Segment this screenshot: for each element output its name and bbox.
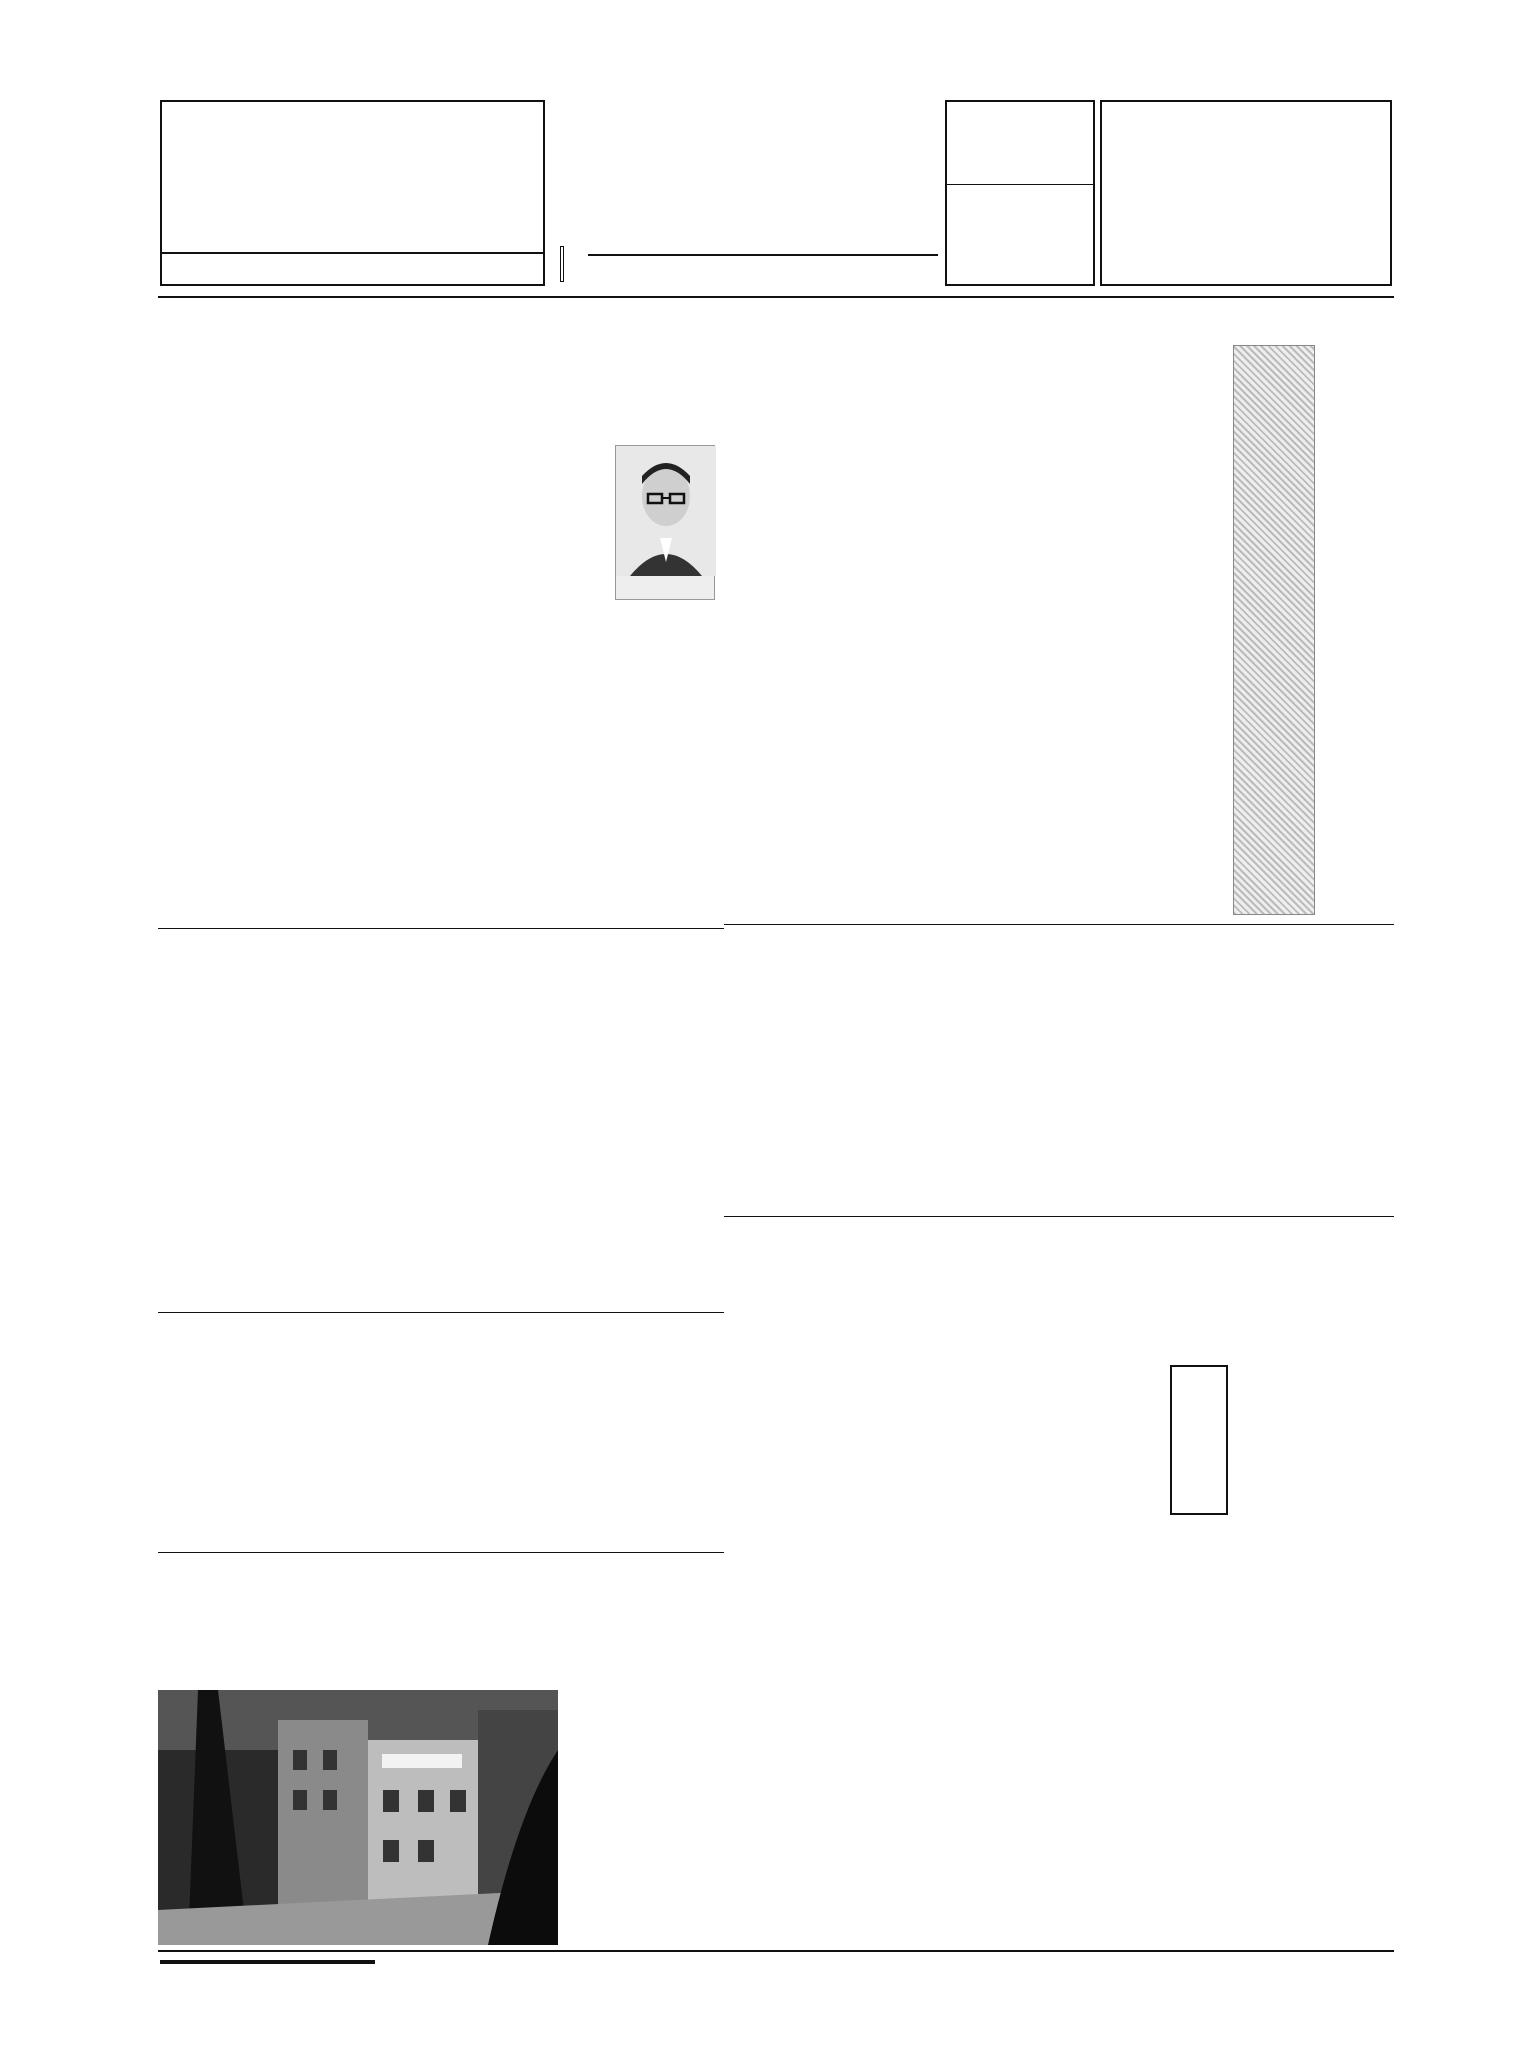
- article1-body4: [1260, 930, 1390, 1210]
- masthead: [550, 96, 940, 296]
- publisher-box: [945, 100, 1095, 286]
- kyukan-label: [560, 246, 564, 282]
- article2-body: [160, 305, 400, 925]
- article1-headline2-band: [1233, 345, 1315, 915]
- article1-body3: [730, 690, 1110, 920]
- publish-box: [1170, 1365, 1228, 1515]
- montmartre-photo: [158, 1690, 558, 1945]
- hosoda-photo: [615, 445, 715, 600]
- article2-body2: [410, 445, 640, 915]
- article5-body2: [430, 1320, 720, 1550]
- article2: [160, 305, 720, 925]
- article1-body2: [730, 305, 1040, 675]
- article5-body: [160, 1320, 370, 1550]
- article3-body2: [490, 935, 720, 1305]
- sun-kikaku-ad: [1100, 100, 1392, 286]
- article1-body4b: [730, 930, 1210, 1210]
- article3-body: [160, 935, 390, 1305]
- article7-body: [730, 1525, 1290, 1945]
- restaurant-ad: [160, 100, 545, 286]
- article6-body: [160, 1560, 560, 1685]
- article6-body2: [610, 1560, 720, 1910]
